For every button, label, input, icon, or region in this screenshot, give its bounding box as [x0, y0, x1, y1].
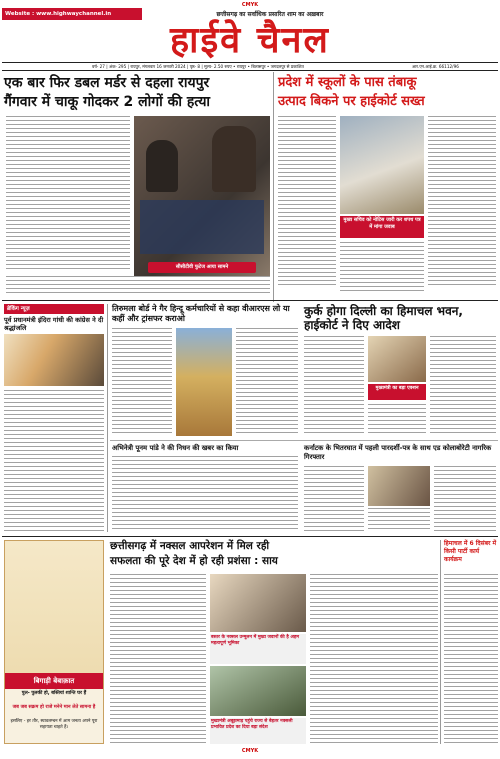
ad-line-3: इसलिए - हर तौर, स्वावलम्बन में आम जनता अपने पूरा सहायता चाहते हैं। — [10, 719, 98, 730]
lead-right-photo-caption: मुख्य सचिव को नोटिस जारी कर शपथ पत्र में मांगा जवाब — [340, 216, 424, 238]
masthead-title: हाईवे चैनल — [170, 20, 330, 61]
high-court-photo — [340, 116, 424, 214]
ad-line-2: जब जब सक्रम हो राजे मनेने मान लेते सामना है — [12, 705, 96, 710]
advertisement-box[interactable] — [4, 540, 104, 744]
kuku-body-col2 — [368, 404, 426, 436]
lead-right-body-col1 — [278, 116, 336, 286]
cctv-footage — [140, 200, 264, 254]
lead-left-body-col1 — [6, 116, 130, 272]
kuku-body-col3 — [430, 336, 496, 436]
registration-number: आर.एन.आई.क्र. 66112/96 — [412, 64, 459, 69]
kuku-body-col1 — [304, 336, 364, 436]
bottom-body-col1 — [110, 574, 206, 744]
karnataka-photo — [368, 466, 430, 506]
breaking-column — [4, 304, 104, 532]
lead-left-headline-2[interactable]: गैंगवार में चाकू गोदकर 2 लोगों की हत्या — [4, 94, 211, 110]
column-divider — [273, 72, 274, 302]
himachal-side-headline[interactable]: हिमाचल में 6 दिसंबर में किसी पार्टी कार्य कार्यक्रम — [444, 540, 497, 563]
poonam-body — [112, 456, 298, 530]
lead-right-body-col2 — [340, 242, 424, 294]
poonam-headline[interactable]: अभिनेत्री पूनम पांडे ने की निधन की खबर का किया — [112, 444, 239, 452]
ad-banner: बिगाड़ी बेबाक़ात — [5, 673, 103, 689]
bottom-photo-caption-1: बस्तर के नक्सल उन्मूलन में मुख्य जवानों की है अहम महत्वपूर्ण भूमिका — [210, 634, 306, 664]
website-label[interactable]: Website : www.highwaychannel.in — [2, 8, 142, 20]
section-rule-1 — [2, 300, 498, 301]
lead-left-photo — [134, 116, 270, 276]
lead-right-headline-1[interactable]: प्रदेश में स्कूलों के पास तंबाकू — [278, 75, 417, 90]
cmyk-marker-top: CMYK — [241, 2, 259, 8]
masthead-tagline: छत्तीसगढ़ का सर्वाधिक प्रसारित शाम का अख़बार — [216, 11, 324, 18]
lead-left-headline-1[interactable]: एक बार फिर डबल मर्डर से दहला रायपुर — [4, 75, 210, 91]
breaking-body — [4, 390, 104, 532]
bottom-body-col3 — [310, 574, 438, 744]
lead-right-headline-2[interactable]: उत्पाद बिकने पर हाईकोर्ट सख्त — [278, 94, 425, 109]
suspect-photo-2 — [212, 126, 256, 192]
lead-left-body-bottom — [6, 276, 270, 296]
dateline-bar — [2, 62, 498, 71]
karnataka-headline[interactable]: कर्नाटक के भितरघात में पहली पारदर्शी-पत्र के साथ एड कोलाबोरेटी नागरिक गिरफ्तार — [304, 444, 492, 461]
breaking-label: ब्रेकिंग न्यूज़ — [4, 304, 104, 314]
kuku-headline[interactable]: कुर्क होगा दिल्ली का हिमाचल भवन, हाईकोर्ट ने दिए आदेश — [304, 304, 463, 332]
section-rule-2 — [110, 440, 498, 441]
bottom-lead-headline-2[interactable]: सफलता की पूरे देश में हो रही प्रशंसा : साय — [110, 555, 278, 567]
bottom-photo-1 — [210, 574, 306, 632]
dateline-text: वर्ष- 27 | अंक- 295 | रायपुर, मंगलवार 16 जनवरी 2024 | पृष्ठ- 8 | मूल्य- 2.50 रुपए • रायपुर • बिलासपुर • जगदलपुर से प्रकाशित — [92, 64, 304, 69]
bottom-photo-2 — [210, 666, 306, 716]
lead-left-photo-caption: सीसीटीवी फुटेज आया सामने — [148, 262, 256, 273]
column-divider-2 — [107, 304, 108, 532]
section-rule-3 — [2, 536, 498, 537]
cmyk-marker-bottom: CMYK — [241, 748, 259, 754]
ad-line-1: पुल- पुलकी हो, बस्तियां शान्ति घर हैं — [21, 691, 87, 696]
tirumala-temple-photo — [176, 328, 232, 436]
ad-illustration — [5, 541, 103, 673]
karnataka-body-col2 — [368, 508, 430, 532]
suspect-photo-1 — [146, 140, 178, 192]
column-divider-3 — [440, 540, 441, 744]
breaking-headline[interactable]: पूर्व प्रधानमंत्री इंदिरा गांधी की कांग्रेस ने दी श्रद्धांजलि — [4, 316, 104, 332]
tirumala-body-col1 — [112, 328, 172, 436]
breaking-photo — [4, 334, 104, 386]
himachal-side-body — [444, 574, 498, 744]
tirumala-headline[interactable]: तिरुमला बोर्ड ने गैर हिन्दू कर्मचारियों से कहा वीआरएस लो या कहीं और ट्रांसफर कराओ — [112, 304, 290, 323]
karnataka-body-col1 — [304, 466, 364, 532]
kuku-photo-caption: मुख्यमंत्री का बड़ा एक्शन — [368, 384, 426, 400]
bottom-photo-caption-2: मुख्यमंत्री अबूझमाड़ पहुंचे राज्य से बेहतर नक्सली प्रभावित प्रदेश का दिया बड़ा संदेश — [210, 718, 306, 744]
tirumala-body-col3 — [236, 328, 298, 436]
karnataka-body-col3 — [434, 466, 496, 532]
lead-right-body-col3 — [428, 116, 496, 286]
kuku-photo — [368, 336, 426, 382]
bottom-lead-headline-1[interactable]: छत्तीसगढ़ में नक्सल आपरेशन में मिल रही — [110, 540, 270, 552]
